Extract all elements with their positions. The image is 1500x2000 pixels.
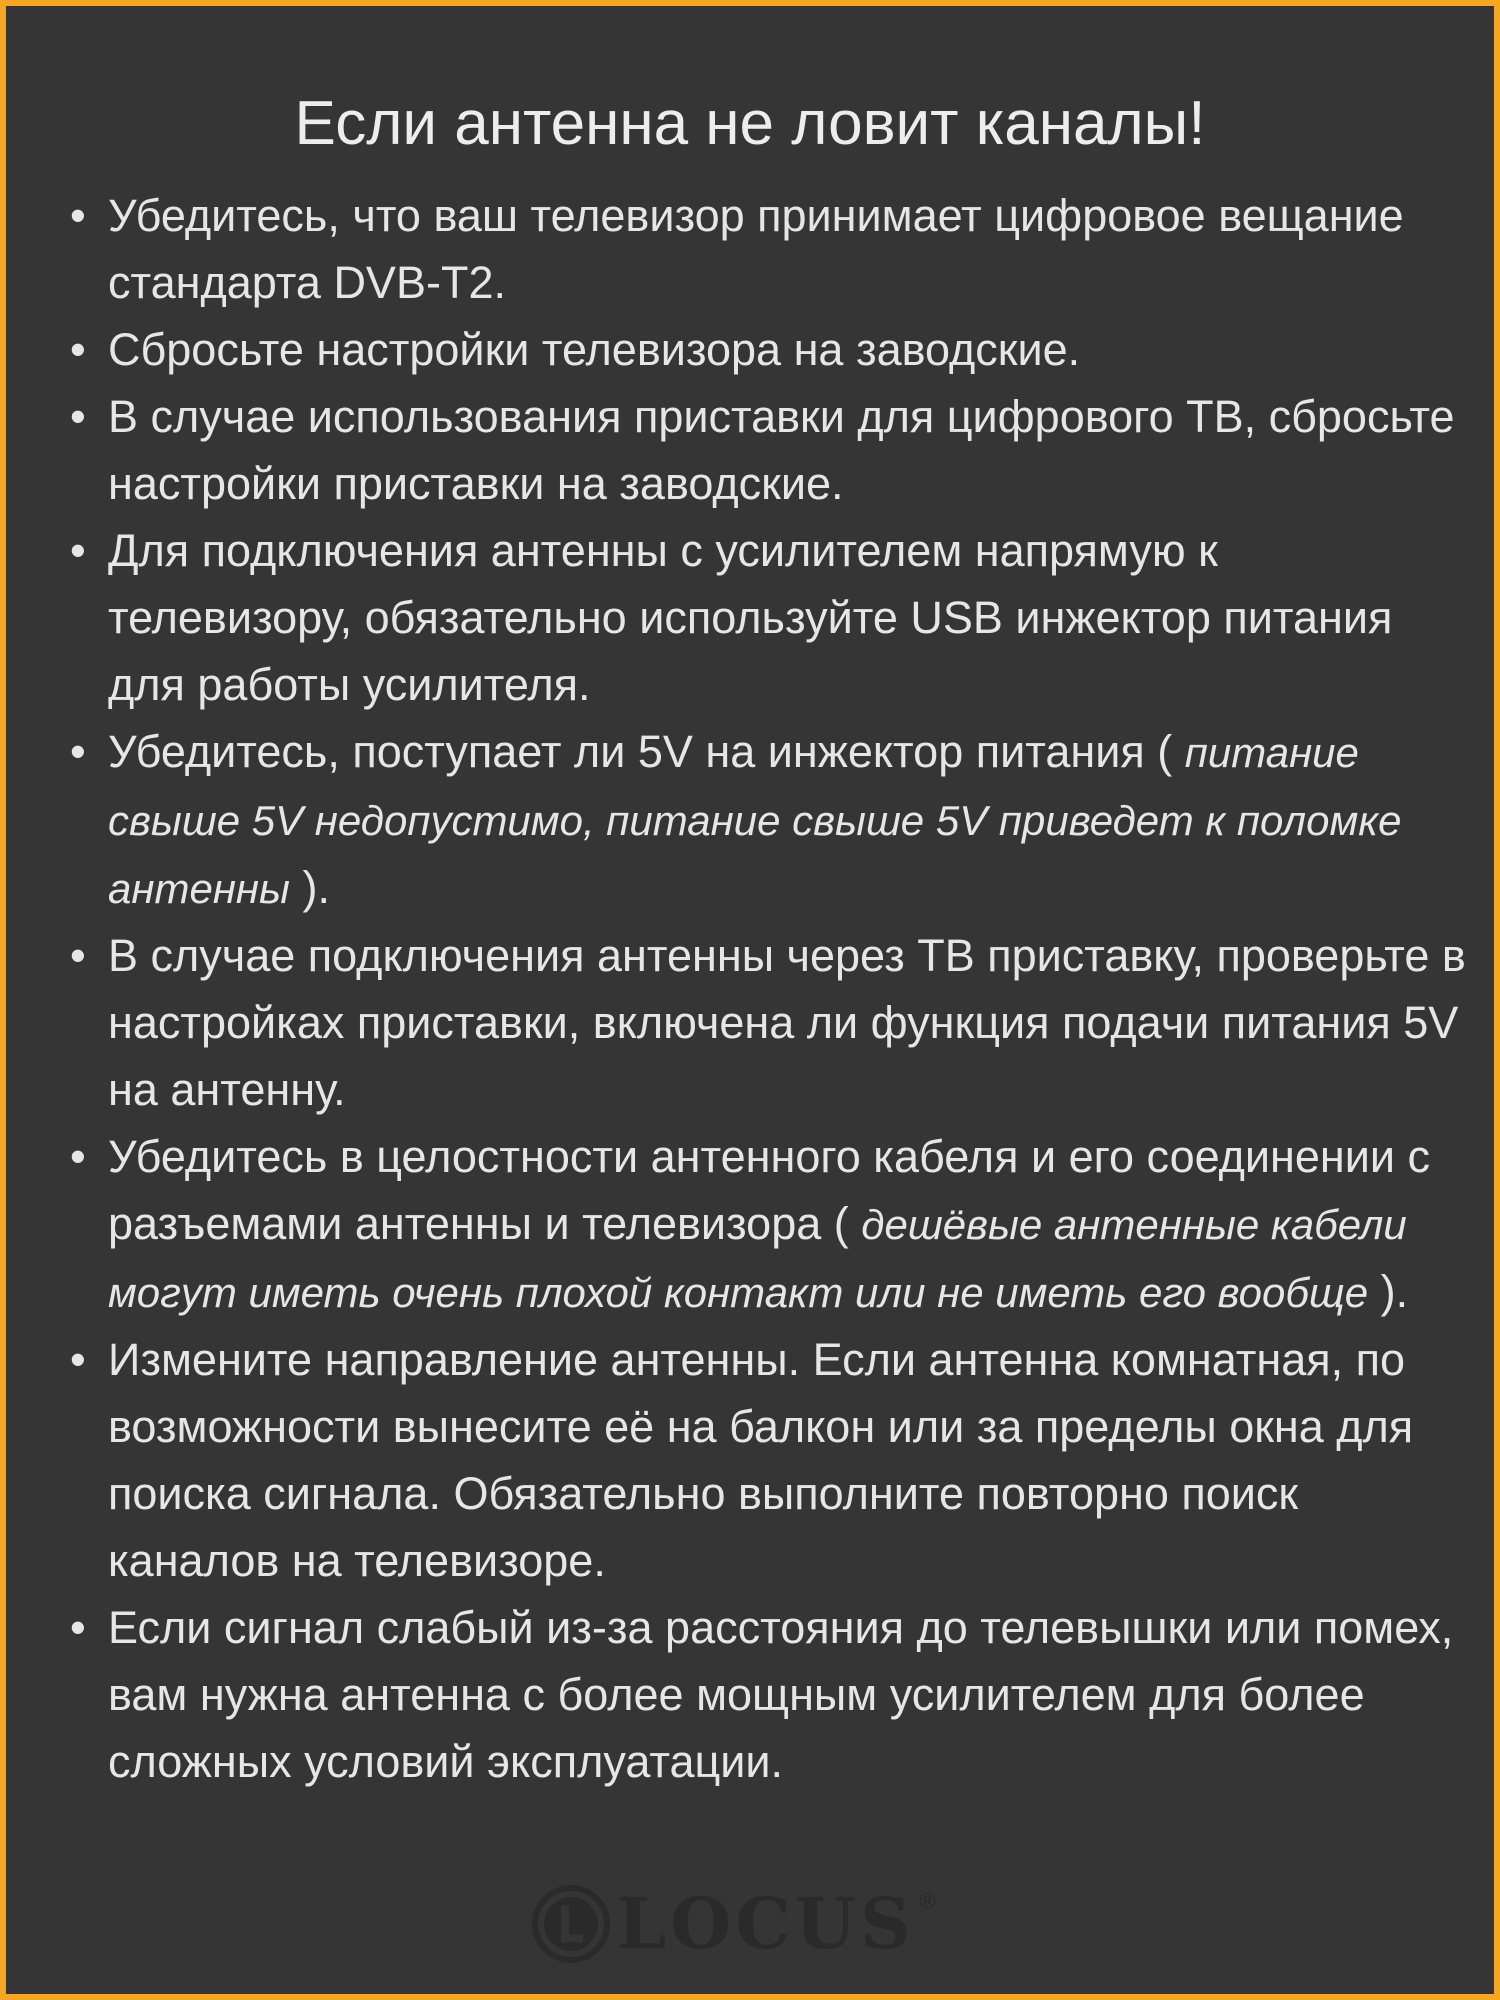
tips-list	[68, 182, 1468, 1795]
list-item	[68, 1123, 1468, 1326]
bullet-icon: •	[70, 190, 86, 241]
tip-note: дешёвые антенные кабели могут иметь очень плохой контакт или не иметь его вообще	[108, 1201, 1407, 1316]
list-item	[68, 1326, 1468, 1594]
bullet-icon: •	[70, 324, 86, 375]
list-item	[68, 517, 1468, 718]
tip-text: В случае использования приставки для цифрового ТВ, сбросьте настройки приставки на заводские.	[108, 391, 1455, 509]
bullet-icon: •	[70, 525, 86, 576]
bullet-icon: •	[70, 726, 86, 777]
tip-text: Убедитесь, поступает ли 5V на инжектор питания (	[108, 726, 1173, 777]
bullet-icon: •	[70, 1602, 86, 1653]
locus-logo	[531, 1884, 939, 1964]
locus-logo-icon	[531, 1884, 611, 1964]
list-item	[68, 383, 1468, 517]
page-title: Если антенна не ловит каналы!	[294, 89, 1206, 158]
bullet-icon: •	[70, 1334, 86, 1385]
list-item	[68, 718, 1468, 922]
bullet-icon: •	[70, 1131, 86, 1182]
tip-text: В случае подключения антенны через ТВ приставку, проверьте в настройках приставки, включена ли функция подачи питания 5V на антенну.	[108, 930, 1466, 1115]
info-card	[6, 6, 1494, 1994]
tip-text: Измените направление антенны. Если антенна комнатная, по возможности вынесите её на балкон или за пределы окна для поиска сигнала. Обязательно выполните повторно поиск каналов на телевизоре.	[108, 1334, 1414, 1586]
tip-text: Убедитесь, что ваш телевизор принимает цифровое вещание стандарта DVB-T2.	[108, 190, 1404, 308]
tip-text: Сбросьте настройки телевизора на заводские.	[108, 324, 1081, 375]
logo-wordmark: LOCUS	[617, 1882, 915, 1965]
tip-note: питание свыше 5V недопустимо, питание свыше 5V приведет к поломке антенны	[108, 729, 1402, 912]
tip-text: Убедитесь в целостности антенного кабеля и его соединении с разъемами антенны и телевизора (	[108, 1131, 1431, 1249]
tip-text-after: ).	[1368, 1266, 1409, 1317]
list-item	[68, 316, 1468, 383]
tip-text: Для подключения антенны с усилителем напрямую к телевизору, обязательно используйте USB инжектор питания для работы усилителя.	[108, 525, 1393, 710]
registered-mark: ®	[916, 1890, 939, 1915]
list-item	[68, 1594, 1468, 1795]
bullet-icon: •	[70, 391, 86, 442]
list-item	[68, 922, 1468, 1123]
tip-text-after: ).	[289, 862, 330, 913]
list-item	[68, 182, 1468, 316]
bullet-icon: •	[70, 930, 86, 981]
tip-text: Если сигнал слабый из-за расстояния до телевышки или помех, вам нужна антенна с более мощным усилителем для более сложных условий эксплуатации.	[108, 1602, 1454, 1787]
